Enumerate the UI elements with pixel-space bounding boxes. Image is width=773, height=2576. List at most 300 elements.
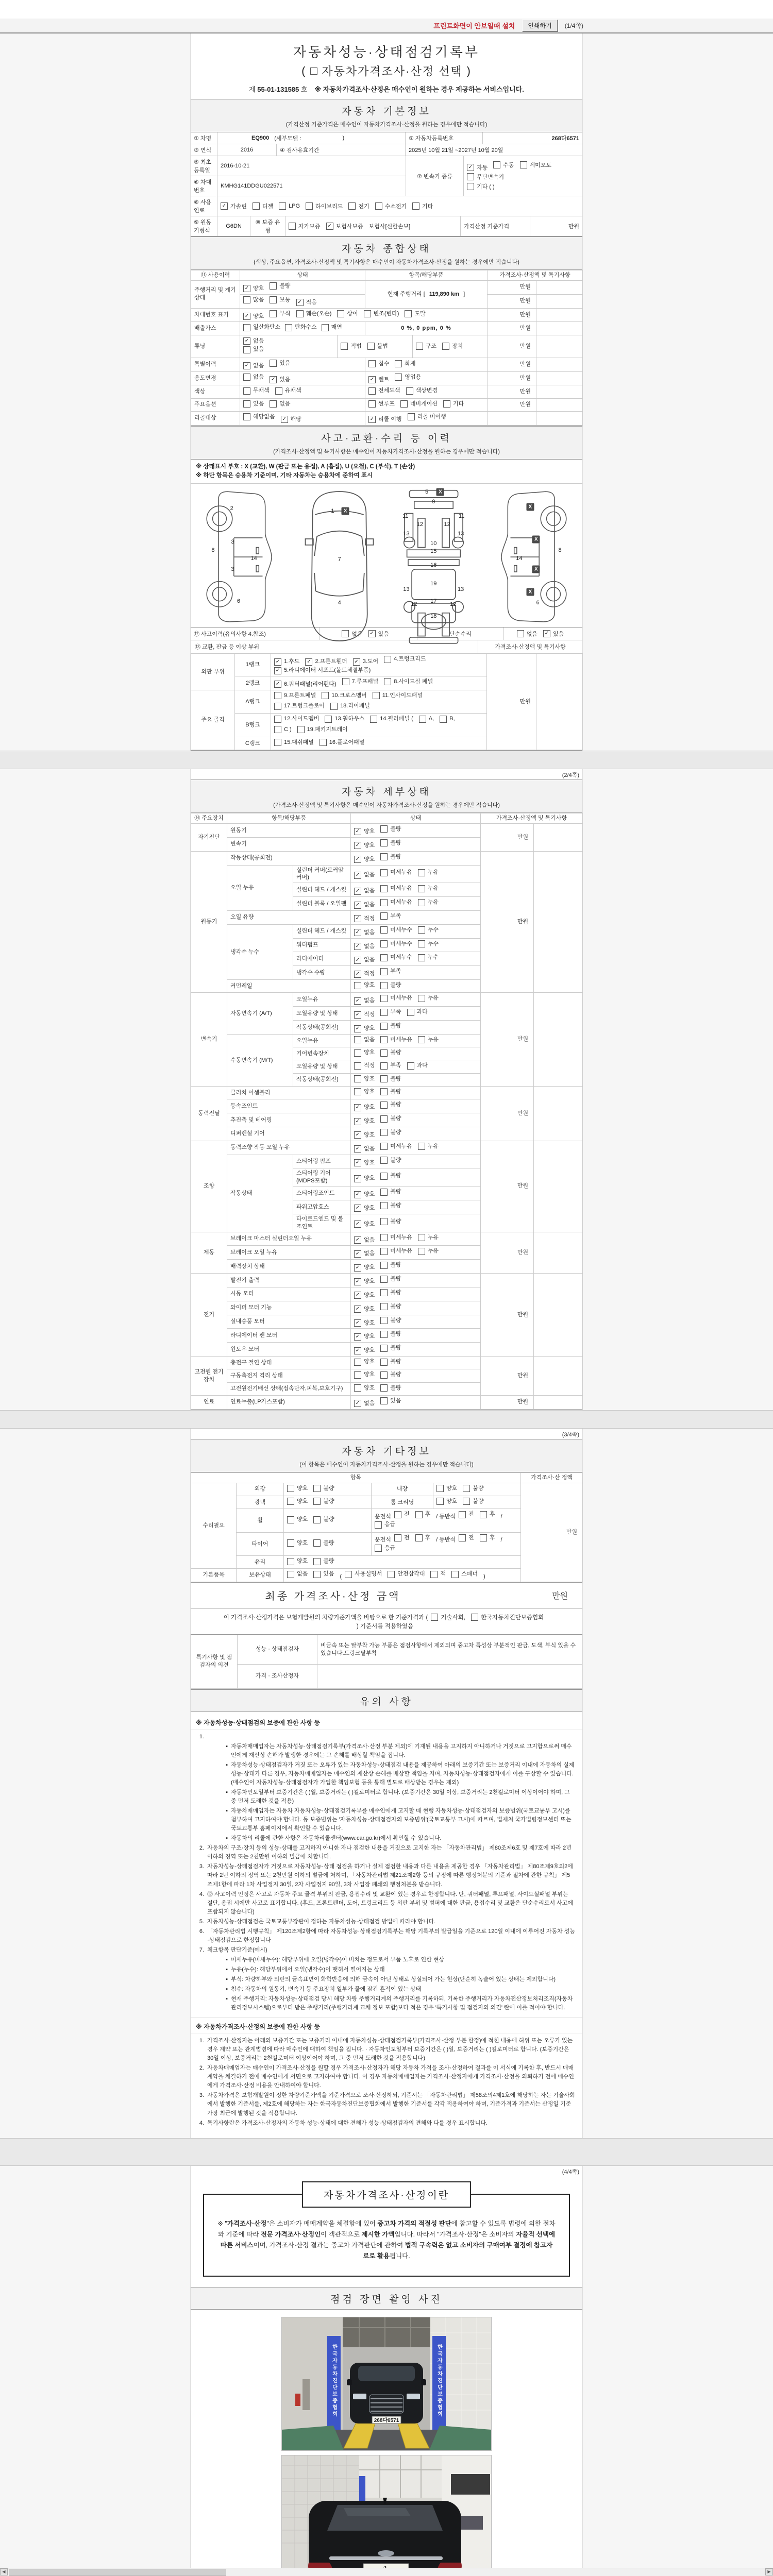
checkbox-option[interactable] (380, 899, 412, 906)
checkbox[interactable] (380, 885, 388, 892)
checkbox-option[interactable] (431, 1613, 465, 1621)
checkbox-option[interactable] (380, 825, 401, 833)
checkbox[interactable] (270, 282, 277, 290)
checkbox-option[interactable] (243, 296, 264, 304)
checkbox[interactable] (287, 1539, 294, 1547)
checkbox[interactable] (354, 1359, 361, 1366)
checkbox[interactable] (380, 1262, 388, 1269)
checkbox[interactable] (313, 1516, 321, 1523)
checkbox-option[interactable] (380, 912, 401, 920)
checkbox-option[interactable] (380, 1049, 401, 1057)
checkbox-option[interactable] (270, 360, 290, 367)
checkbox[interactable] (296, 310, 304, 317)
checkbox[interactable] (243, 296, 250, 303)
checkbox[interactable] (380, 968, 388, 975)
checkbox-option[interactable] (380, 1344, 401, 1352)
checkbox-option[interactable] (354, 1333, 375, 1341)
checkbox[interactable] (373, 692, 380, 699)
checkbox-option[interactable] (380, 1088, 401, 1096)
checkbox[interactable]: ✓ (354, 1292, 361, 1299)
checkbox[interactable]: ✓ (354, 1306, 361, 1313)
checkbox[interactable] (380, 1143, 388, 1150)
checkbox[interactable] (380, 869, 388, 876)
checkbox-option[interactable] (388, 1570, 425, 1578)
checkbox[interactable] (287, 1558, 294, 1565)
checkbox[interactable] (313, 1571, 321, 1578)
checkbox[interactable] (408, 413, 415, 420)
checkbox[interactable] (405, 310, 412, 317)
checkbox-option[interactable] (281, 416, 301, 423)
checkbox[interactable] (285, 324, 292, 331)
checkbox[interactable] (368, 400, 376, 408)
checkbox[interactable]: ✓ (354, 929, 361, 936)
checkbox[interactable] (380, 1009, 388, 1016)
checkbox[interactable]: ✓ (354, 1205, 361, 1212)
checkbox[interactable] (418, 899, 425, 906)
checkbox-option[interactable] (493, 161, 514, 169)
checkbox[interactable] (388, 1571, 395, 1578)
checkbox-option[interactable] (380, 1062, 401, 1070)
checkbox[interactable] (459, 1534, 466, 1541)
checkbox[interactable] (380, 954, 388, 961)
checkbox-option[interactable] (467, 182, 495, 191)
checkbox-option[interactable] (380, 853, 401, 861)
checkbox-option[interactable] (243, 400, 264, 408)
checkbox[interactable] (471, 1614, 478, 1621)
checkbox[interactable] (270, 296, 277, 303)
checkbox-option[interactable] (354, 1236, 375, 1244)
checkbox[interactable]: ✓ (354, 888, 361, 895)
checkbox-option[interactable] (418, 1036, 439, 1044)
checkbox[interactable]: ✓ (543, 630, 550, 637)
checkbox-option[interactable] (348, 202, 369, 210)
checkbox-option[interactable] (279, 202, 300, 210)
checkbox[interactable] (337, 310, 344, 317)
checkbox-option[interactable] (354, 1292, 375, 1299)
checkbox-option[interactable] (442, 343, 463, 350)
checkbox-option[interactable] (313, 1570, 334, 1578)
checkbox-option[interactable] (416, 343, 436, 350)
checkbox[interactable] (436, 1485, 444, 1492)
checkbox-option[interactable] (354, 828, 375, 836)
checkbox[interactable]: ✓ (354, 1145, 361, 1153)
checkbox[interactable]: ✓ (296, 299, 304, 306)
scroll-right-arrow[interactable]: ▶ (765, 2568, 773, 2575)
checkbox[interactable] (243, 324, 250, 331)
checkbox[interactable] (297, 726, 305, 733)
checkbox[interactable] (368, 387, 376, 395)
checkbox-option[interactable] (407, 1008, 428, 1016)
checkbox-option[interactable] (287, 1485, 308, 1493)
install-hint-link[interactable]: 프린트화면이 안보일때 설치 (433, 22, 515, 30)
checkbox-option[interactable] (243, 313, 264, 320)
checkbox-option[interactable] (287, 1557, 308, 1565)
checkbox-option[interactable] (380, 1218, 401, 1226)
checkbox[interactable] (380, 1189, 388, 1196)
checkbox-option[interactable] (354, 1347, 375, 1354)
checkbox-option[interactable] (243, 337, 264, 345)
checkbox[interactable] (415, 1534, 423, 1541)
checkbox-option[interactable] (274, 667, 371, 674)
checkbox-option[interactable] (395, 360, 415, 368)
checkbox[interactable] (451, 1571, 459, 1578)
checkbox-option[interactable] (274, 658, 299, 666)
price-select-checkbox[interactable] (310, 67, 317, 75)
checkbox-option[interactable] (354, 1117, 375, 1125)
checkbox-option[interactable] (380, 1317, 401, 1325)
checkbox[interactable] (289, 223, 296, 230)
checkbox-option[interactable] (296, 299, 317, 307)
checkbox-option[interactable] (243, 413, 275, 421)
checkbox[interactable] (330, 703, 338, 710)
checkbox[interactable] (380, 1115, 388, 1123)
checkbox-option[interactable] (418, 899, 439, 906)
checkbox[interactable] (313, 1485, 321, 1492)
checkbox-option[interactable] (520, 161, 552, 169)
checkbox-option[interactable] (380, 1275, 401, 1283)
checkbox[interactable] (400, 400, 408, 408)
checkbox-option[interactable] (354, 1062, 375, 1070)
checkbox[interactable] (341, 343, 348, 350)
checkbox-option[interactable] (337, 310, 358, 318)
checkbox[interactable] (380, 1129, 388, 1136)
checkbox-option[interactable] (463, 1485, 483, 1493)
checkbox-option[interactable] (354, 943, 375, 951)
checkbox[interactable] (274, 739, 281, 746)
checkbox-option[interactable] (380, 1289, 401, 1297)
checkbox-option[interactable] (353, 658, 378, 666)
checkbox-option[interactable] (380, 1330, 401, 1338)
checkbox[interactable] (354, 1075, 361, 1082)
checkbox-option[interactable] (443, 400, 464, 408)
checkbox[interactable]: ✓ (243, 313, 250, 320)
checkbox-option[interactable] (305, 658, 347, 666)
checkbox[interactable] (480, 1534, 487, 1541)
checkbox[interactable] (380, 1234, 388, 1241)
checkbox-option[interactable] (322, 324, 342, 331)
checkbox[interactable] (380, 1359, 388, 1366)
checkbox[interactable] (342, 678, 349, 685)
checkbox-option[interactable] (405, 310, 425, 318)
checkbox-option[interactable] (418, 1234, 439, 1242)
checkbox[interactable] (418, 885, 425, 892)
checkbox[interactable] (467, 183, 474, 190)
checkbox[interactable] (380, 825, 388, 833)
checkbox[interactable] (322, 324, 329, 331)
checkbox[interactable] (436, 1498, 444, 1505)
checkbox[interactable] (287, 1485, 294, 1492)
checkbox[interactable]: ✓ (354, 1191, 361, 1198)
checkbox[interactable] (380, 853, 388, 860)
checkbox-option[interactable] (354, 1264, 375, 1272)
checkbox-option[interactable] (480, 1534, 495, 1542)
checkbox[interactable] (370, 716, 377, 723)
checkbox[interactable] (322, 692, 329, 699)
checkbox-option[interactable] (354, 1250, 375, 1258)
checkbox-option[interactable] (419, 715, 434, 723)
checkbox[interactable] (418, 1234, 425, 1241)
checkbox[interactable] (384, 678, 391, 685)
checkbox[interactable] (270, 360, 277, 367)
checkbox[interactable] (375, 202, 382, 210)
checkbox[interactable] (380, 1023, 388, 1030)
checkbox[interactable] (467, 173, 474, 180)
scrollbar-thumb[interactable] (9, 2569, 226, 2576)
checkbox[interactable] (380, 1075, 388, 1082)
checkbox-option[interactable] (354, 956, 375, 964)
checkbox-option[interactable] (287, 1516, 308, 1523)
checkbox-option[interactable] (373, 692, 423, 700)
checkbox-option[interactable] (354, 856, 375, 863)
checkbox[interactable] (243, 346, 250, 353)
checkbox[interactable] (407, 1009, 414, 1016)
checkbox[interactable] (380, 926, 388, 934)
checkbox-option[interactable] (354, 1075, 375, 1083)
checkbox[interactable]: ✓ (326, 223, 333, 230)
checkbox-option[interactable] (380, 1188, 401, 1196)
checkbox-option[interactable] (354, 1205, 375, 1212)
checkbox-option[interactable] (418, 869, 439, 876)
checkbox-option[interactable] (395, 374, 421, 381)
checkbox-option[interactable] (380, 1261, 401, 1269)
checkbox[interactable]: ✓ (354, 1319, 361, 1327)
checkbox-option[interactable] (415, 1534, 431, 1542)
checkbox-option[interactable] (380, 940, 412, 948)
checkbox-option[interactable] (354, 1306, 375, 1313)
checkbox[interactable]: ✓ (243, 362, 250, 369)
checkbox[interactable] (463, 1485, 470, 1492)
checkbox[interactable] (380, 1173, 388, 1180)
checkbox[interactable] (354, 982, 361, 989)
checkbox-option[interactable] (313, 1539, 334, 1547)
checkbox[interactable] (380, 1036, 388, 1043)
horizontal-scrollbar[interactable] (0, 2568, 773, 2576)
checkbox-option[interactable] (274, 726, 292, 734)
checkbox-option[interactable] (380, 926, 412, 934)
checkbox[interactable] (418, 1036, 425, 1043)
checkbox-option[interactable] (471, 1613, 544, 1621)
checkbox-option[interactable] (380, 1143, 412, 1150)
checkbox-option[interactable] (354, 1384, 375, 1392)
checkbox-option[interactable] (380, 1371, 401, 1379)
checkbox[interactable] (380, 1218, 388, 1225)
checkbox-option[interactable] (380, 1384, 401, 1392)
checkbox-option[interactable] (430, 1570, 446, 1578)
checkbox[interactable]: ✓ (354, 943, 361, 950)
checkbox[interactable]: ✓ (354, 1131, 361, 1139)
checkbox[interactable] (418, 954, 425, 961)
checkbox-option[interactable] (345, 1570, 382, 1578)
checkbox[interactable] (313, 1498, 321, 1505)
checkbox-option[interactable] (380, 1022, 401, 1030)
checkbox-option[interactable] (285, 324, 317, 331)
checkbox[interactable] (416, 343, 423, 350)
checkbox-option[interactable] (270, 376, 290, 384)
checkbox[interactable] (274, 692, 281, 699)
checkbox-option[interactable] (354, 1036, 375, 1044)
checkbox[interactable] (418, 926, 425, 934)
checkbox[interactable] (493, 161, 500, 168)
checkbox[interactable] (443, 400, 450, 408)
checkbox-option[interactable] (354, 842, 375, 850)
checkbox[interactable] (418, 1248, 425, 1255)
checkbox[interactable] (517, 630, 524, 637)
checkbox[interactable]: ✓ (354, 872, 361, 879)
checkbox-option[interactable] (274, 715, 319, 723)
checkbox[interactable] (313, 1558, 321, 1565)
checkbox-option[interactable] (322, 692, 366, 700)
checkbox-option[interactable] (270, 400, 290, 408)
checkbox[interactable] (407, 1062, 414, 1070)
checkbox-option[interactable] (287, 1498, 308, 1505)
checkbox-option[interactable] (418, 1247, 439, 1255)
checkbox-option[interactable] (243, 374, 264, 381)
checkbox[interactable]: ✓ (354, 1264, 361, 1272)
checkbox[interactable] (320, 739, 327, 746)
checkbox[interactable] (380, 1157, 388, 1164)
checkbox-option[interactable] (368, 416, 402, 423)
checkbox-option[interactable] (384, 678, 433, 686)
checkbox[interactable] (380, 1345, 388, 1352)
scroll-left-arrow[interactable]: ◀ (0, 2568, 8, 2575)
checkbox[interactable]: ✓ (354, 1347, 361, 1354)
checkbox-option[interactable] (368, 400, 395, 408)
checkbox[interactable] (354, 1384, 361, 1392)
checkbox-option[interactable] (380, 981, 401, 989)
checkbox-option[interactable] (221, 202, 247, 210)
checkbox[interactable] (394, 1511, 401, 1518)
checkbox-option[interactable] (368, 360, 389, 368)
checkbox-option[interactable] (517, 630, 537, 638)
checkbox-option[interactable] (274, 702, 325, 710)
checkbox[interactable] (287, 1571, 294, 1578)
checkbox[interactable] (364, 310, 371, 317)
checkbox-option[interactable] (354, 1145, 375, 1153)
checkbox-option[interactable] (459, 1511, 474, 1518)
checkbox-option[interactable] (313, 1516, 334, 1523)
checkbox-option[interactable] (287, 1570, 308, 1578)
checkbox[interactable]: ✓ (354, 1025, 361, 1032)
checkbox[interactable]: ✓ (354, 997, 361, 1005)
checkbox[interactable] (354, 1036, 361, 1043)
checkbox[interactable] (275, 387, 282, 395)
checkbox[interactable] (243, 374, 250, 381)
checkbox-option[interactable] (400, 400, 438, 408)
checkbox-option[interactable] (380, 1234, 412, 1242)
checkbox[interactable] (380, 1331, 388, 1338)
checkbox[interactable] (380, 899, 388, 906)
checkbox-option[interactable] (354, 1371, 375, 1379)
checkbox[interactable]: ✓ (354, 1278, 361, 1285)
checkbox[interactable] (354, 1371, 361, 1379)
checkbox-option[interactable] (380, 1101, 401, 1109)
checkbox-option[interactable] (380, 1358, 401, 1366)
checkbox[interactable] (440, 716, 447, 723)
checkbox-option[interactable] (274, 739, 314, 747)
checkbox-option[interactable] (375, 1521, 395, 1529)
checkbox-option[interactable] (287, 1539, 308, 1547)
checkbox[interactable] (243, 413, 250, 420)
checkbox[interactable]: ✓ (353, 658, 360, 666)
checkbox-option[interactable] (354, 929, 375, 937)
checkbox-option[interactable] (243, 387, 270, 395)
checkbox[interactable] (375, 1545, 382, 1552)
checkbox-option[interactable] (354, 871, 375, 879)
checkbox[interactable] (313, 1539, 321, 1547)
checkbox[interactable]: ✓ (270, 376, 277, 383)
checkbox-option[interactable] (394, 1511, 410, 1518)
checkbox-option[interactable] (380, 1075, 401, 1083)
checkbox-option[interactable] (418, 1143, 439, 1150)
checkbox[interactable] (354, 1062, 361, 1070)
checkbox[interactable]: ✓ (368, 376, 376, 383)
checkbox-option[interactable] (243, 346, 264, 353)
checkbox-option[interactable] (354, 1049, 375, 1057)
checkbox-option[interactable] (412, 202, 433, 210)
checkbox[interactable]: ✓ (305, 658, 312, 666)
checkbox-option[interactable] (380, 1129, 401, 1137)
checkbox-option[interactable] (418, 954, 439, 961)
checkbox-option[interactable] (274, 681, 337, 688)
checkbox-option[interactable] (451, 1570, 478, 1578)
checkbox[interactable] (395, 360, 402, 367)
checkbox-option[interactable] (436, 1485, 457, 1493)
checkbox-option[interactable] (354, 1025, 375, 1032)
checkbox-option[interactable] (313, 1485, 334, 1493)
checkbox[interactable]: ✓ (243, 285, 250, 292)
checkbox-option[interactable] (415, 1511, 431, 1518)
checkbox-option[interactable] (480, 1511, 495, 1518)
checkbox-option[interactable] (467, 173, 504, 181)
checkbox[interactable]: ✓ (281, 416, 288, 423)
checkbox-option[interactable] (320, 739, 364, 747)
checkbox[interactable]: ✓ (354, 1236, 361, 1244)
checkbox-option[interactable] (253, 202, 273, 210)
checkbox-option[interactable] (370, 715, 413, 723)
checkbox[interactable] (418, 869, 425, 876)
checkbox-option[interactable] (243, 362, 264, 370)
checkbox[interactable] (243, 400, 250, 408)
checkbox[interactable]: ✓ (354, 1400, 361, 1407)
checkbox[interactable] (380, 912, 388, 920)
checkbox[interactable] (412, 202, 419, 210)
checkbox[interactable]: ✓ (354, 1159, 361, 1166)
checkbox-option[interactable] (375, 202, 407, 210)
checkbox-option[interactable] (354, 1175, 375, 1182)
checkbox-option[interactable] (354, 1131, 375, 1139)
checkbox-option[interactable] (459, 1534, 474, 1542)
checkbox-option[interactable] (543, 630, 564, 638)
checkbox[interactable] (354, 1049, 361, 1057)
checkbox-option[interactable] (243, 285, 264, 293)
checkbox-option[interactable] (418, 994, 439, 1002)
checkbox[interactable] (395, 374, 402, 381)
checkbox-option[interactable] (368, 387, 400, 395)
checkbox-option[interactable] (463, 1498, 483, 1505)
checkbox[interactable] (380, 839, 388, 846)
checkbox[interactable] (380, 1202, 388, 1209)
checkbox[interactable]: ✓ (274, 667, 281, 674)
checkbox-option[interactable] (354, 1011, 375, 1019)
checkbox-option[interactable] (418, 885, 439, 892)
checkbox[interactable] (274, 703, 281, 710)
checkbox-option[interactable] (368, 376, 389, 384)
checkbox[interactable] (459, 1511, 466, 1518)
checkbox-option[interactable] (394, 1534, 410, 1542)
checkbox-option[interactable] (436, 1498, 457, 1505)
checkbox[interactable] (384, 656, 391, 663)
checkbox[interactable] (415, 1511, 423, 1518)
